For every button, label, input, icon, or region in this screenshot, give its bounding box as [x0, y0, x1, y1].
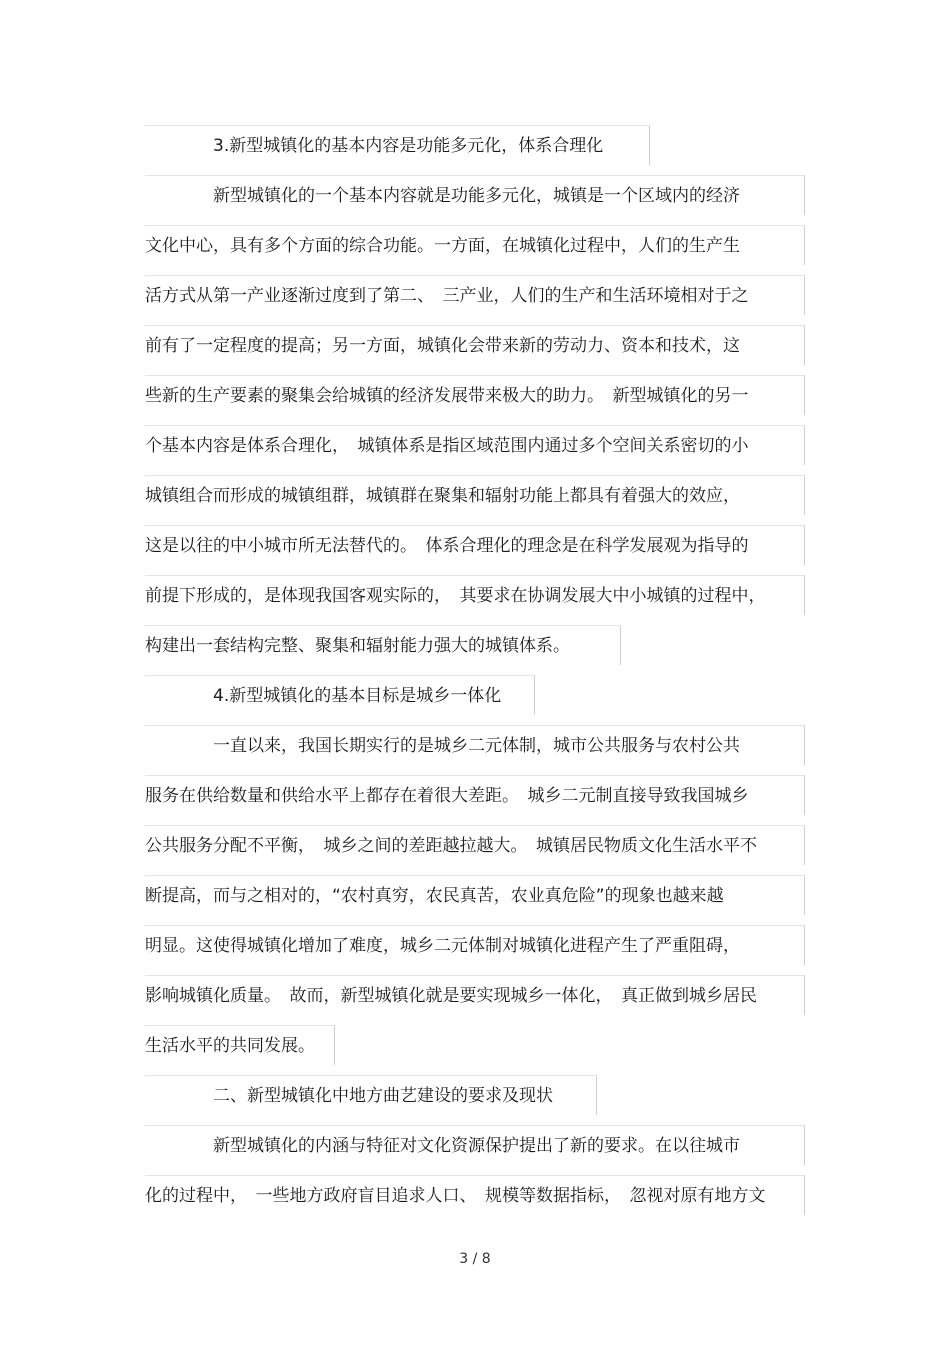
line-text: 个基本内容是体系合理化， 城镇体系是指区域范围内通过多个空间关系密切的小 — [145, 436, 749, 456]
paragraph-line — [145, 725, 805, 765]
paragraph-line — [145, 1175, 805, 1215]
paragraph-line — [145, 275, 805, 315]
paragraph-line — [145, 425, 805, 465]
line-text: 前提下形成的，是体现我国客观实际的， 其要求在协调发展大中小城镇的过程中， — [145, 586, 766, 606]
paragraph-line — [145, 925, 805, 965]
line-text: 文化中心，具有多个方面的综合功能。一方面，在城镇化过程中，人们的生产生 — [145, 236, 740, 256]
line-text: 服务在供给数量和供给水平上都存在着很大差距。 城乡二元制直接导致我国城乡 — [145, 786, 749, 806]
line-text: 这是以往的中小城市所无法替代的。 体系合理化的理念是在科学发展观为指导的 — [145, 536, 749, 556]
line-text: 构建出一套结构完整、聚集和辐射能力强大的城镇体系。 — [145, 636, 570, 656]
line-text: 4.新型城镇化的基本目标是城乡一体化 — [213, 686, 502, 706]
paragraph-line — [145, 525, 805, 565]
paragraph-line — [145, 225, 805, 265]
line-text: 生活水平的共同发展。 — [145, 1036, 315, 1056]
line-text: 3.新型城镇化的基本内容是功能多元化，体系合理化 — [213, 136, 604, 156]
paragraph-line — [145, 1125, 805, 1165]
heading-line — [145, 675, 535, 715]
paragraph-line — [145, 875, 805, 915]
paragraph-line — [145, 475, 805, 515]
line-text: 前有了一定程度的提高；另一方面，城镇化会带来新的劳动力、资本和技术，这 — [145, 336, 740, 356]
paragraph-line — [145, 625, 621, 665]
page-number: 3 / 8 — [459, 1251, 491, 1267]
line-text: 明显。这使得城镇化增加了难度，城乡二元体制对城镇化进程产生了严重阻碍， — [145, 936, 740, 956]
line-text: 新型城镇化的一个基本内容就是功能多元化，城镇是一个区域内的经济 — [213, 186, 740, 206]
line-text: 城镇组合而形成的城镇组群，城镇群在聚集和辐射功能上都具有着强大的效应， — [145, 486, 740, 506]
line-text: 些新的生产要素的聚集会给城镇的经济发展带来极大的助力。 新型城镇化的另一 — [145, 386, 749, 406]
heading-line — [145, 1075, 597, 1115]
paragraph-line — [145, 1025, 335, 1065]
line-text: 新型城镇化的内涵与特征对文化资源保护提出了新的要求。在以往城市 — [213, 1136, 740, 1156]
paragraph-line — [145, 975, 805, 1015]
paragraph-line — [145, 825, 805, 865]
line-text: 断提高，而与之相对的，“农村真穷，农民真苦，农业真危险”的现象也越来越 — [145, 886, 724, 906]
paragraph-line — [145, 325, 805, 365]
line-text: 公共服务分配不平衡， 城乡之间的差距越拉越大。 城镇居民物质文化生活水平不 — [145, 836, 757, 856]
line-text: 一直以来，我国长期实行的是城乡二元体制，城市公共服务与农村公共 — [213, 736, 740, 756]
line-text: 活方式从第一产业逐渐过度到了第二、 三产业，人们的生产和生活环境相对于之 — [145, 286, 749, 306]
line-text: 二、新型城镇化中地方曲艺建设的要求及现状 — [213, 1086, 553, 1106]
heading-line — [145, 125, 650, 165]
line-text: 化的过程中， 一些地方政府盲目追求人口、 规模等数据指标， 忽视对原有地方文 — [145, 1186, 766, 1206]
paragraph-line — [145, 175, 805, 215]
paragraph-line — [145, 575, 805, 615]
line-text: 影响城镇化质量。 故而，新型城镇化就是要实现城乡一体化， 真正做到城乡居民 — [145, 986, 757, 1006]
paragraph-line — [145, 375, 805, 415]
paragraph-line — [145, 775, 805, 815]
